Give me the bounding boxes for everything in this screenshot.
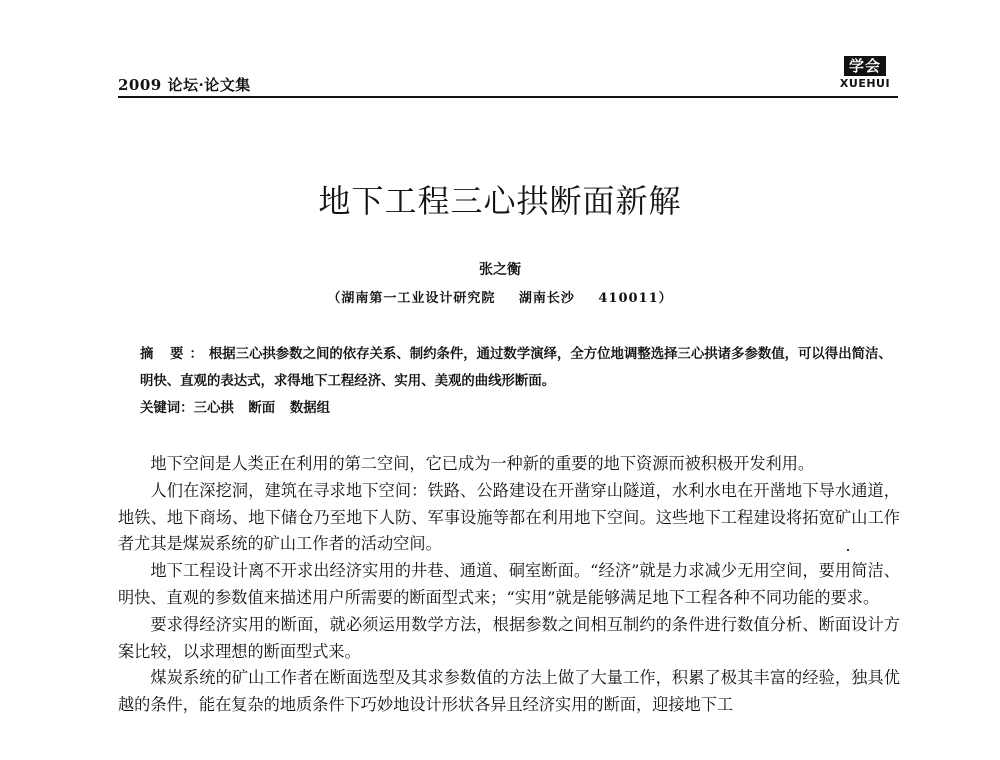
- scan-speck: [847, 549, 849, 551]
- body-paragraph: 地下空间是人类正在利用的第二空间，它已成为一种新的重要的地下资源而被积极开发利用。: [150, 454, 815, 473]
- keywords-text: 三心拱 断面 数据组: [193, 400, 331, 416]
- paper-title: 地下工程三心拱断面新解: [318, 182, 682, 220]
- running-header: 2009 论坛·论文集: [118, 76, 251, 94]
- abstract: [140, 341, 892, 395]
- keywords-label: 关键词：: [140, 400, 194, 416]
- xuehui-logo: [832, 56, 898, 90]
- header-rule: [118, 96, 898, 98]
- body-paragraph: 地下工程设计离不开求出经济实用的井巷、通道、硐室断面。“经济”就是力求减少无用空间，要用简洁、明快、直观的参数值来描述用户所需要的断面型式来；“实用”就是能够满足地下工程各种不同功能的要求。: [118, 561, 900, 607]
- logo-mark: 学会: [844, 56, 886, 76]
- keywords: [140, 397, 892, 416]
- abstract-text: 根据三心拱参数之间的依存关系、制约条件，通过数学演绎，全方位地调整选择三心拱诸多参数值，可以得出简洁、明快、直观的表达式，求得地下工程经济、实用、美观的曲线形断面。: [140, 346, 892, 389]
- paper-affiliation: （湖南第一工业设计研究院 湖南长沙 410011）: [327, 291, 673, 306]
- body-paragraph: 要求得经济实用的断面，就必须运用数学方法，根据参数之间相互制约的条件进行数值分析、断面设计方案比较，以求理想的断面型式来。: [118, 614, 900, 661]
- body-text: [118, 451, 900, 719]
- body-paragraph: 人们在深挖洞，建筑在寻求地下空间：铁路、公路建设在开凿穿山隧道，水利水电在开凿地下导水通道，地铁、地下商场、地下储仓乃至地下人防、军事设施等都在利用地下空间。这些地下工程建设将拓宽矿山工作者尤其是煤炭系统的矿山工作者的活动空间。: [118, 480, 900, 554]
- abstract-label: 摘 要：: [140, 346, 209, 362]
- body-paragraph: 煤炭系统的矿山工作者在断面选型及其求参数值的方法上做了大量工作，积累了极其丰富的经验，独具优越的条件，能在复杂的地质条件下巧妙地设计形状各异且经济实用的断面，迎接地下工: [118, 668, 900, 715]
- paper-author: 张之衡: [479, 262, 521, 278]
- logo-wordmark: XUEHUI: [839, 77, 891, 90]
